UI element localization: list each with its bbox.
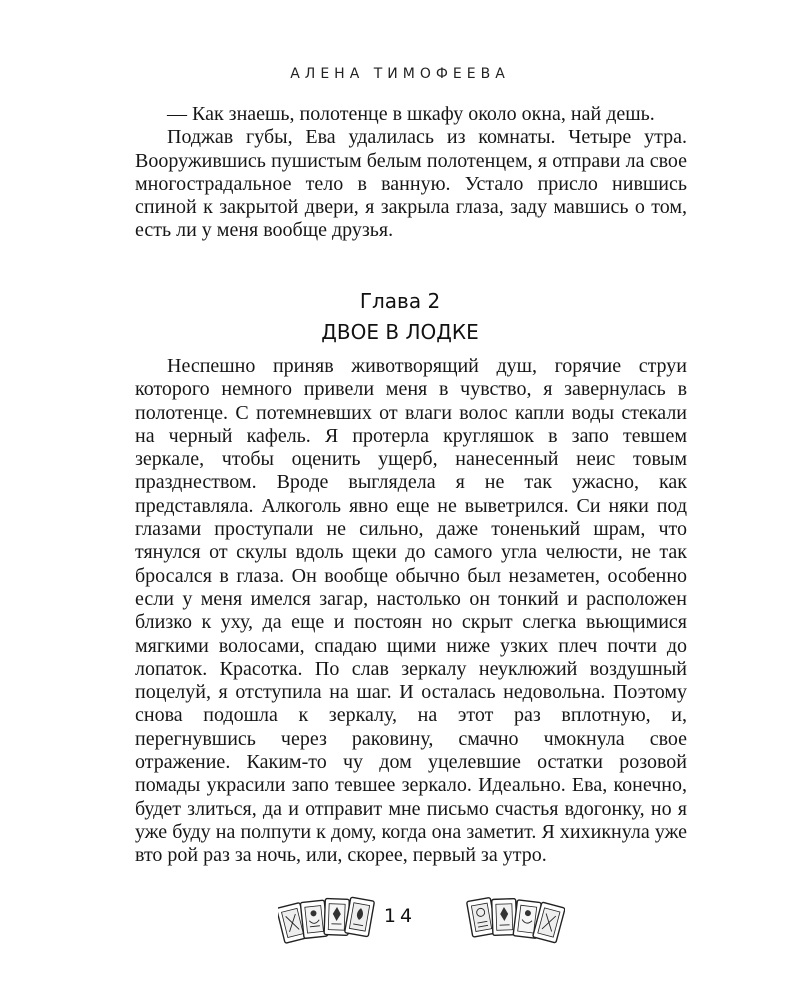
text-line: и отправит мне письмо счастья вдогонку, но я уже буду на xyxy=(135,797,687,843)
text-line: шрам, что тянулся от скулы вдоль щеки до самого угла xyxy=(135,518,688,564)
main-text-block xyxy=(135,355,687,868)
text-line: но скрыт слегка вьющимися мягкими волосами, спадаю xyxy=(135,611,688,657)
text-line: полпути к дому, когда она заметит. Я хихикнула уже вто xyxy=(135,820,688,867)
paragraph xyxy=(135,126,687,242)
chapter-number: Глава 2 xyxy=(359,289,441,313)
text-line: слав зеркалу неуклюжий воздушный поцелуй, я отступила xyxy=(135,657,687,704)
top-text-block xyxy=(135,103,687,243)
text-line: он тонкий и расположен близко к уху, да еще и постоян xyxy=(135,587,687,634)
text-line: нившись спиной к закрытой двери, я закрыла глаза, заду xyxy=(135,172,687,219)
text-line: мавшись о том, есть ли у меня вообще друзья. xyxy=(135,196,687,242)
text-line: дешь. xyxy=(606,103,655,125)
text-line: тевшем зеркале, чтобы оценить ущерб, нанесенный неис xyxy=(135,424,687,471)
chapter-title: ДВОЕ В ЛОДКЕ xyxy=(321,320,479,344)
paragraph xyxy=(135,103,687,126)
text-line: Поджав губы, Ева удалилась из комнаты. Четыре утра. xyxy=(167,126,687,149)
text-line: ла свое многострадальное тело в ванную. Устало присло xyxy=(135,149,688,195)
text-line: няки под глазами проступали не сильно, даже тоненький xyxy=(135,494,688,541)
text-line: рой раз за ночь, или, скорее, первый за утро. xyxy=(167,844,547,867)
text-line: челюсти, не так бросался в глаза. Он вообще обычно был xyxy=(135,541,688,587)
text-line: на шаг. И осталась недовольна. Поэтому снова подошла xyxy=(135,681,687,727)
text-line: раковину, смачно чмокнула свое отражение. Каким-то чу xyxy=(135,727,687,774)
running-head-author: АЛЕНА ТИМОФЕЕВА xyxy=(290,66,510,82)
text-line: тевшее зеркало. Идеально. Ева, конечно, будет злиться, да xyxy=(135,774,688,820)
text-line: Вооружившись пушистым белым полотенцем, я отправи xyxy=(135,149,621,172)
text-line: товым празднеством. Вроде выглядела я не так ужасно, xyxy=(135,448,688,494)
playing-cards-right-icon xyxy=(465,892,565,952)
text-line: незаметен, особенно если у меня имелся загар, настолько xyxy=(135,564,688,610)
paragraph xyxy=(135,355,687,868)
text-line: которого немного привели меня в чувство, я завернулась xyxy=(135,378,666,401)
text-line: — Как знаешь, полотенце в шкафу около окна, най xyxy=(167,103,602,125)
text-line: в полотенце. С потемневших от влаги волос капли воды xyxy=(135,378,688,424)
text-line: к зеркалу, на этот раз вплотную, и, перегнувшись через xyxy=(135,704,687,750)
page-number: 14 xyxy=(383,905,417,927)
text-line: дом уцелевшие остатки розовой помады украсили запо xyxy=(135,751,688,797)
text-line: как представляла. Алкоголь явно еще не выветрился. Си xyxy=(135,471,688,517)
text-line: щими ниже узких плеч почти до лопаток. Красотка. По xyxy=(135,634,688,680)
text-line: стекали на черный кафель. Я протерла кругляшок в запо xyxy=(135,401,688,447)
page-footer xyxy=(0,892,800,952)
text-line: Неспешно приняв животворящий душ, горячие струи xyxy=(167,355,687,377)
